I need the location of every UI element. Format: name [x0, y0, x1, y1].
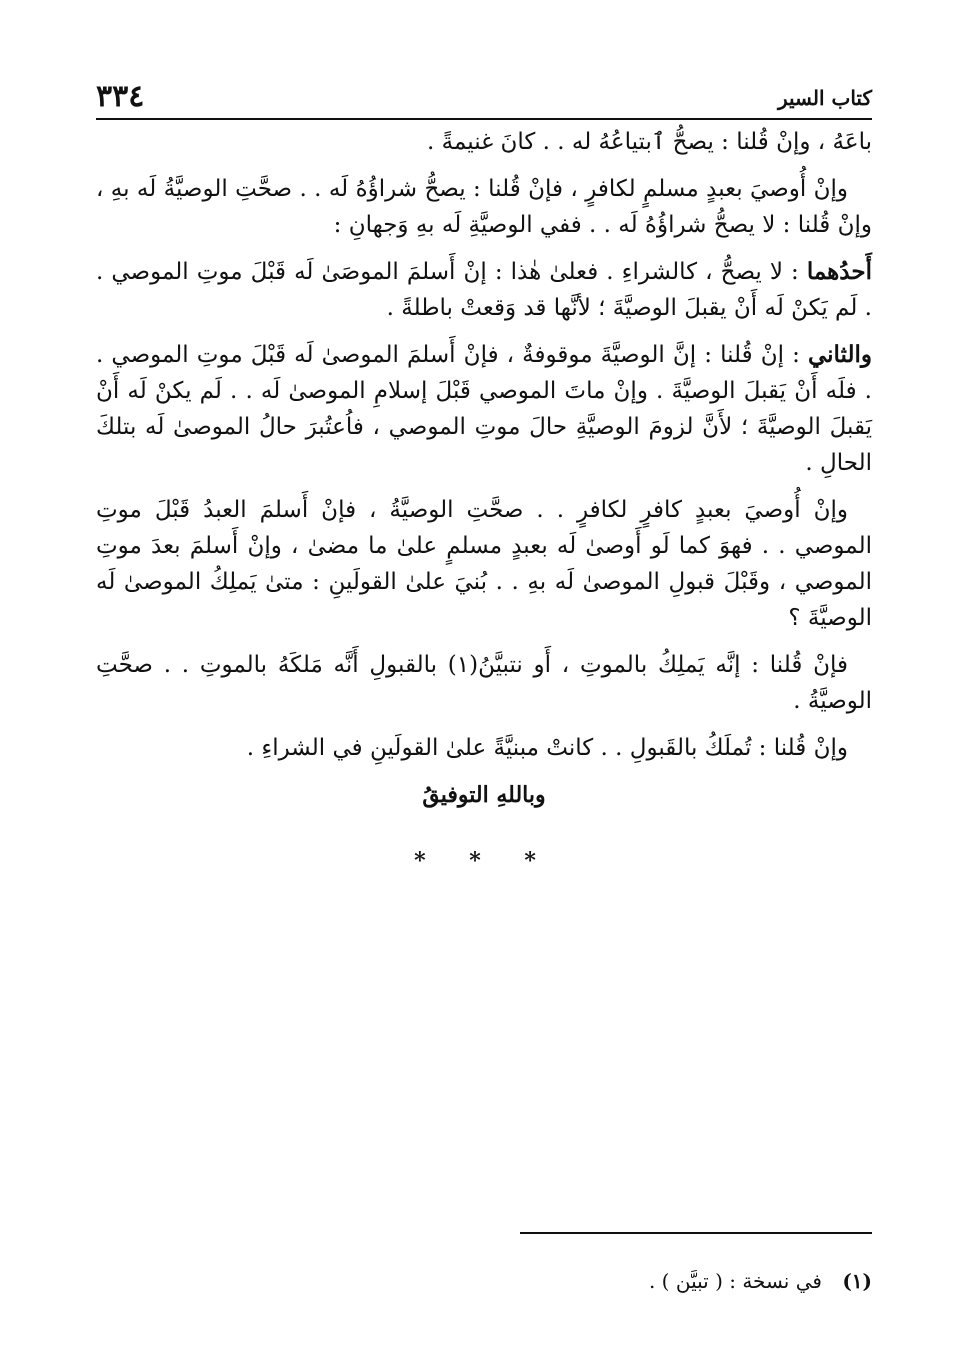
paragraph-lead: والثاني	[807, 341, 872, 368]
paragraph-7: وإنْ قُلنا : تُملَكُ بالقَبولِ . . كانتْ مبنيَّةً علىٰ القولَينِ في الشراءِ .	[246, 735, 848, 761]
page-header	[96, 74, 872, 120]
paragraph-4: والثاني : إنْ قُلنا : إنَّ الوصيَّةَ موقوفةٌ ، فإنْ أَسلمَ الموصىٰ لَه قَبْلَ موتِ الموصي . . فلَه أَنْ يَقبلَ الوصيَّةَ . وإنْ ماتَ الموصي قَبْلَ إسلامِ الموصىٰ لَه . . لَم يكنْ لَه أَنْ يَقبلَ الوصيَّةَ ؛ لأَنَّ لزومَ الوصيَّةِ حالَ موتِ الموصي ، فاُعتُبرَ حالُ الموصىٰ لَه بتلكَ الحالِ .	[96, 341, 872, 476]
footnote-text: في نسخة : ( تبيَّن ) .	[648, 1269, 822, 1293]
paragraph-5: وإنْ أُوصيَ بعبدٍ كافرٍ لكافرٍ . . صحَّتِ الوصيَّةُ ، فإنْ أَسلمَ العبدُ قَبْلَ موتِ الموصي . . فهوَ كما لَو أَوصىٰ لَه بعبدٍ مسلمٍ علىٰ ما مضىٰ ، وإنْ أَسلمَ بعدَ موتِ الموصي ، وقَبْلَ قبولِ الموصىٰ لَه بهِ . . بُنيَ علىٰ القولَينِ : متىٰ يَملِكُ الموصىٰ لَه الوصيَّةَ ؟	[96, 497, 872, 631]
footnote-1	[96, 1266, 872, 1296]
running-title: كتاب السير	[777, 86, 872, 110]
paragraph-2: وإنْ أُوصيَ بعبدٍ مسلمٍ لكافرٍ ، فإنْ قُلنا : يصحُّ شراؤُهُ لَه . . صحَّتِ الوصيَّةُ لَه بهِ ، وإنْ قُلنا : لا يصحُّ شراؤُهُ لَه . . ففي الوصيَّةِ لَه بهِ وَجهانِ :	[96, 176, 872, 238]
footnote-mark: (١)	[842, 1269, 872, 1293]
closing-phrase: وباللهِ التوفيقُ	[422, 782, 546, 808]
body-text	[96, 124, 872, 879]
page-number: ٣٣٤	[96, 79, 145, 114]
section-separator: * * *	[414, 848, 554, 874]
paragraph-lead: أَحدُهما	[806, 258, 872, 285]
paragraph-3: أَحدُهما : لا يصحُّ ، كالشراءِ . فعلىٰ هٰذا : إنْ أَسلمَ الموصَىٰ لَه قَبْلَ موتِ الموصي . . لَم يَكنْ لَه أَنْ يقبلَ الوصيَّةَ ؛ لأنَّها قد وَقعتْ باطلةً .	[96, 258, 872, 321]
paragraph-6: فإنْ قُلنا : إنَّه يَملِكُ بالموتِ ، أَو نتبيَّنُ(١) بالقبولِ أَنَّه مَلكَهُ بالموتِ . . صحَّتِ الوصيَّةُ .	[96, 652, 872, 714]
footnote-divider	[520, 1232, 872, 1234]
paragraph-1: باعَهُ ، وإنْ قُلنا : يصحُّ ٱبتياعُهُ له . . كانَ غنيمةً .	[427, 129, 872, 155]
